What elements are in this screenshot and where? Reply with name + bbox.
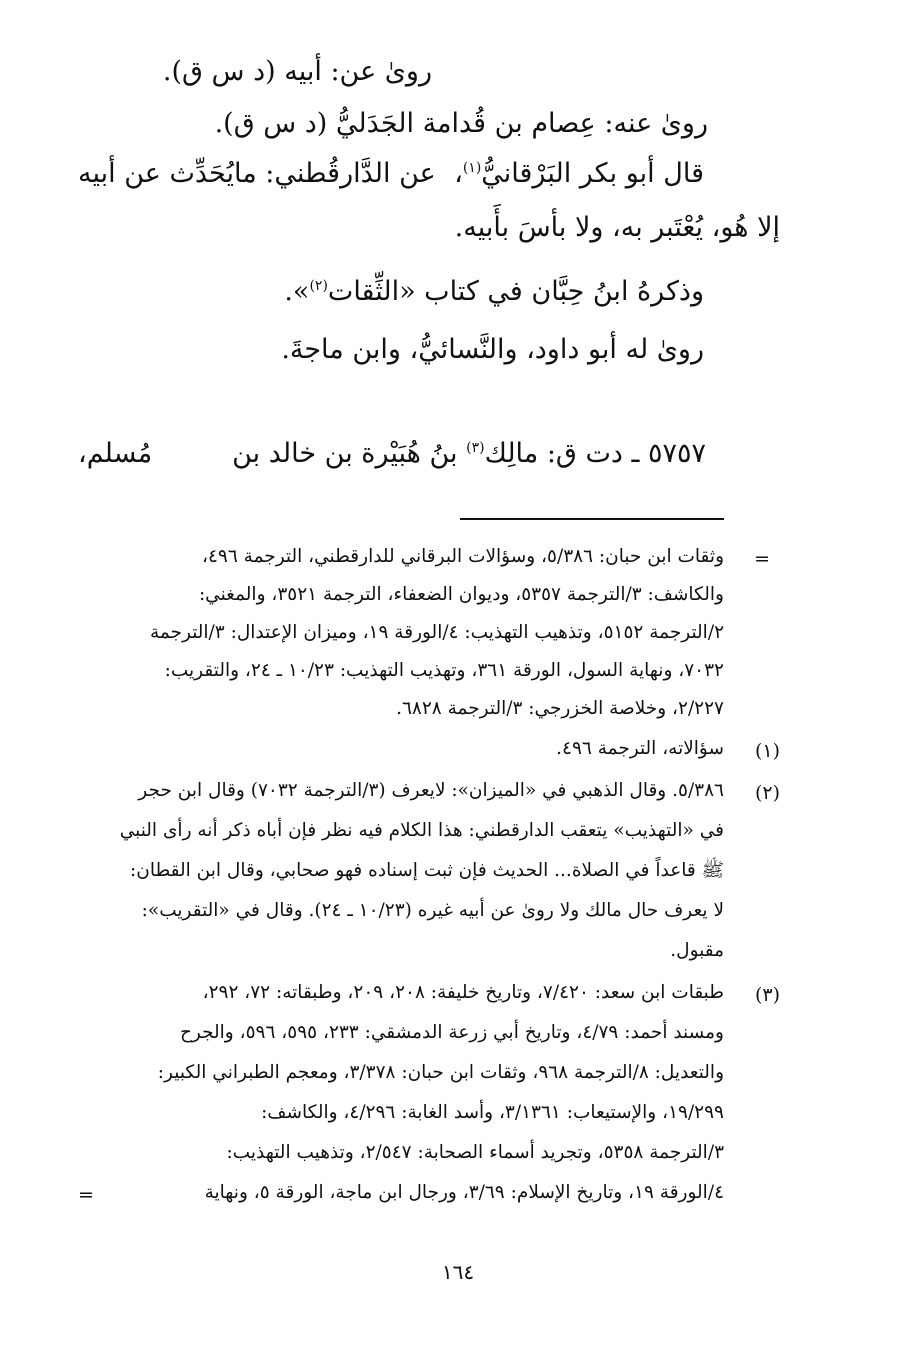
main-line-3-start: قال أبو بكر البَرْقانيُّ: [481, 158, 704, 189]
continuation-line-3: ٢/الترجمة ٥١٥٢، وتذهيب التهذيب: ٤/الورقة ١٩، وميزان الإعتدال: ٣/الترجمة: [149, 622, 724, 643]
entry-heading-mid: بنُ هُبَيْرة بن خالد بن: [232, 438, 467, 469]
footnote-2-line-4: لا يعرف حال مالك ولا روىٰ عن أبيه غيره (١٠/٢٣ ـ ٢٤). وقال في «التقريب»:: [141, 900, 724, 921]
footnote-3-mark: (٣): [754, 984, 780, 1006]
main-line-3-end: عن الدَّارقُطني: مايُحَدِّث عن أبيه: [78, 158, 436, 189]
main-line-4: إلا هُو، يُعْتَبر به، ولا بأسَ بأَبيه.: [454, 212, 780, 243]
main-line-3-comma: ،: [454, 158, 463, 189]
page-number: ١٦٤: [441, 1260, 475, 1284]
main-line-5-start: وذكرهُ ابنُ حِبَّان في كتاب «الثِّقات: [327, 276, 704, 307]
end-continuation-mark: =: [78, 1184, 94, 1206]
continuation-line-2: والكاشف: ٣/الترجمة ٥٣٥٧، وديوان الضعفاء، الترجمة ٣٥٢١، والمغني:: [198, 584, 724, 605]
footnote-1-mark: (١): [754, 740, 780, 762]
main-line-3: [454, 160, 704, 187]
footnote-2-line-1: ٥/٣٨٦. وقال الذهبي في «الميزان»: لايعرف (٣/الترجمة ٧٠٣٢) وقال ابن حجر: [138, 780, 724, 801]
continuation-line-4: ٧٠٣٢، ونهاية السول، الورقة ٣٦١، وتهذيب التهذيب: ١٠/٢٣ ـ ٢٤، والتقريب:: [164, 660, 724, 681]
entry-heading-end: مُسلم،: [78, 438, 153, 469]
footnote-ref-1: (١): [462, 160, 482, 176]
footnote-3-line-4: ١٩/٢٩٩، والإستيعاب: ٣/١٣٦١، وأسد الغابة: ٤/٢٩٦، والكاشف:: [261, 1102, 724, 1123]
main-line-6: رویٰ له أبو داود، والنَّسائيُّ، وابن ماجةَ.: [281, 334, 704, 365]
main-line-2: رویٰ عنه: عِصام بن قُدامة الجَدَليُّ (د س ق).: [214, 108, 708, 139]
main-line-5-end: ».: [284, 276, 310, 307]
footnote-ref-3: (٣): [466, 440, 485, 456]
continuation-mark: =: [754, 548, 770, 570]
footnote-2-mark: (٢): [754, 782, 780, 804]
footnote-separator: [460, 518, 724, 520]
footnote-3-line-2: ومسند أحمد: ٤/٧٩، وتاريخ أبي زرعة الدمشقي: ٢٣٣، ٥٩٥، ٥٩٦، والجرح: [179, 1022, 724, 1043]
footnote-2-line-5: مقبول.: [670, 940, 724, 961]
entry-heading-start: ٥٧٥٧ ـ دت ق: مالِك: [484, 438, 706, 469]
footnote-3-line-3: والتعديل: ٨/الترجمة ٩٦٨، وثقات ابن حبان: ٣/٣٧٨، ومعجم الطبراني الكبير:: [157, 1062, 724, 1083]
continuation-line-1: وثقات ابن حبان: ٥/٣٨٦، وسؤالات البرقاني للدارقطني، الترجمة ٤٩٦،: [201, 546, 724, 567]
footnote-2-line-3: ﷺ قاعداً في الصلاة... الحديث فإن ثبت إسناده فهو صحابي، وقال ابن القطان:: [130, 860, 724, 881]
footnote-1-line-1: سؤالاته، الترجمة ٤٩٦.: [556, 738, 724, 759]
footnote-3-line-6: ٤/الورقة ١٩، وتاريخ الإسلام: ٣/٦٩، ورجال ابن ماجة، الورقة ٥، ونهاية: [204, 1182, 724, 1203]
continuation-line-5: ٢/٢٢٧، وخلاصة الخزرجي: ٣/الترجمة ٦٨٢٨.: [396, 698, 724, 719]
footnote-3-line-5: ٣/الترجمة ٥٣٥٨، وتجريد أسماء الصحابة: ٢/٥٤٧، وتذهيب التهذيب:: [226, 1142, 724, 1163]
main-line-1: رویٰ عن: أبيه (د س ق).: [162, 56, 432, 87]
footnote-ref-2: (٢): [309, 278, 328, 294]
footnote-2-line-2: في «التهذيب» يتعقب الدارقطني: هذا الكلام فيه نظر فإن أباه ذكر أنه رأى النبي: [119, 820, 724, 841]
entry-heading-5757: [232, 440, 706, 467]
footnote-3-line-1: طبقات ابن سعد: ٧/٤٢٠، وتاريخ خليفة: ٢٠٨، ٢٠٩، وطبقاته: ٧٢، ٢٩٢،: [202, 982, 724, 1003]
main-line-5: [284, 278, 704, 305]
